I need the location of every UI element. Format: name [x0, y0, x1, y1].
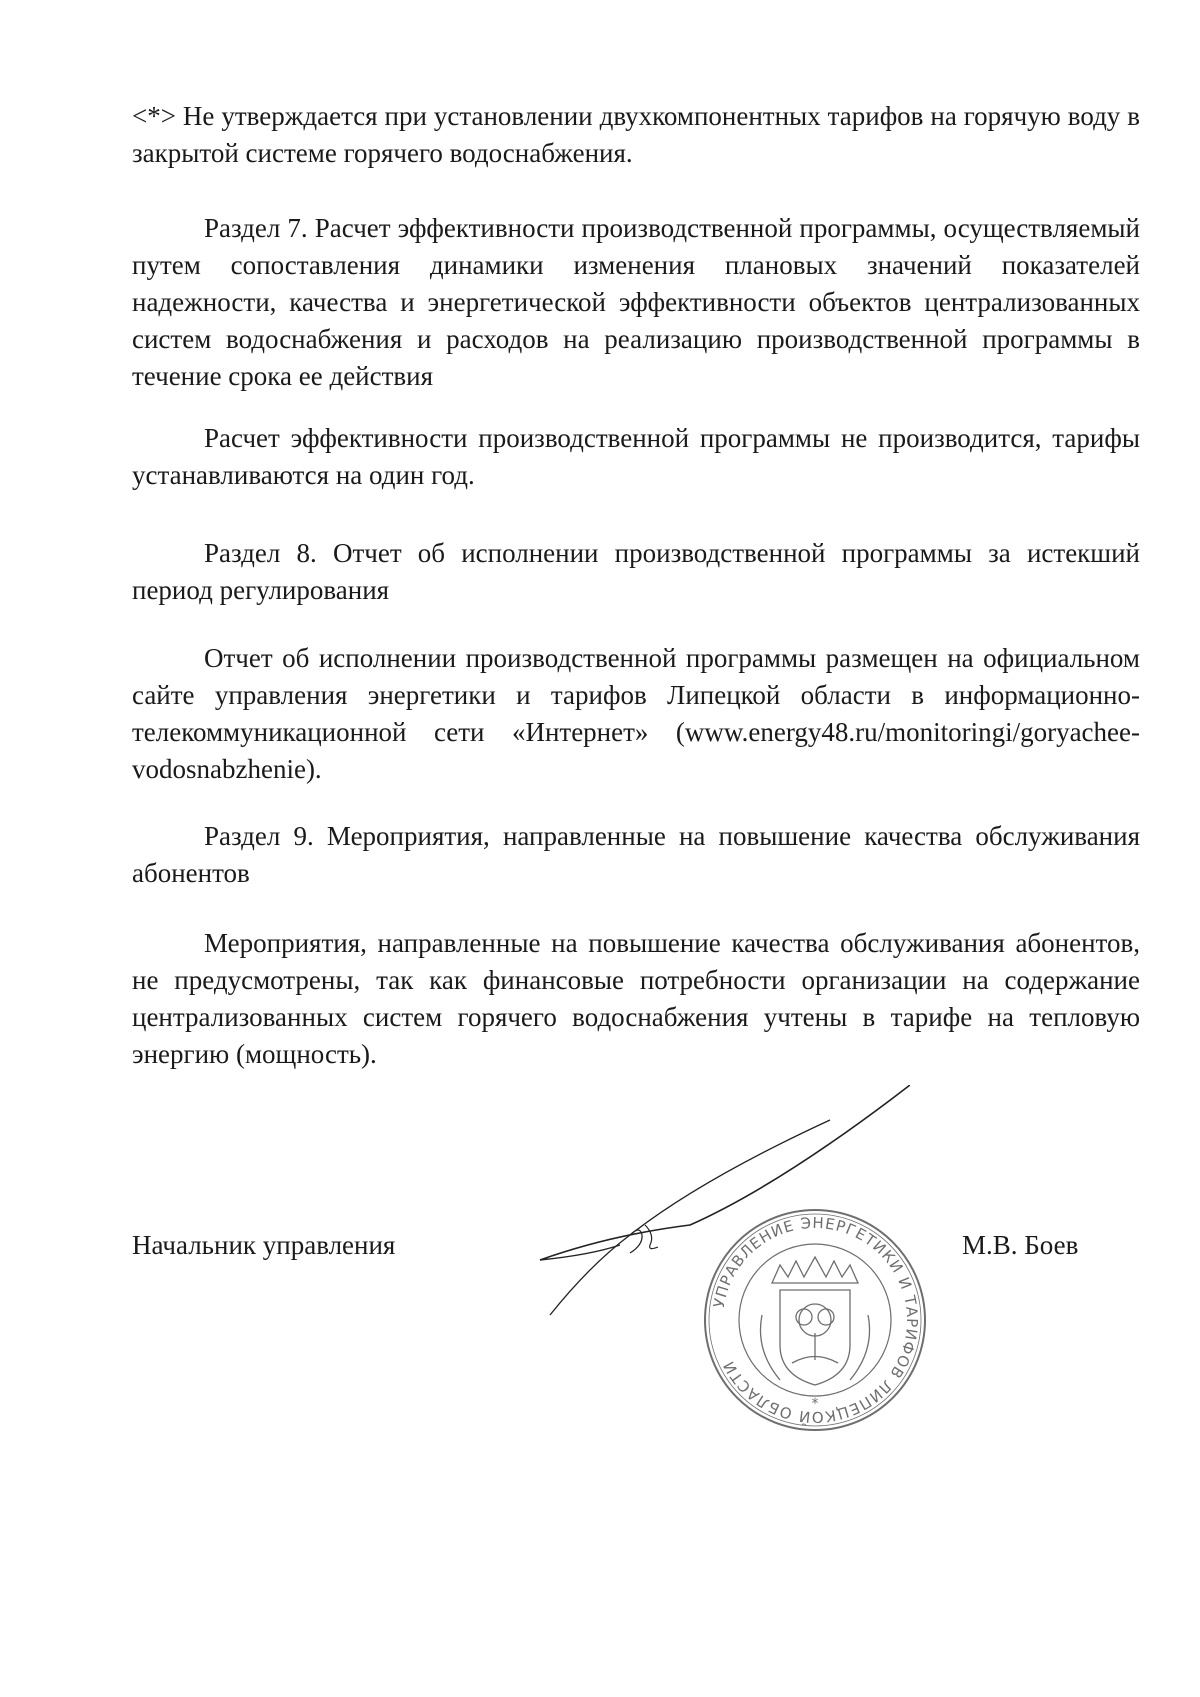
signatory-position: Начальник управления	[132, 1230, 396, 1260]
section-9-body: Мероприятия, направленные на повышение качества обслуживания абонентов, не предусмотрены, так как финансовые потребности организации на содержание централизованных систем горячего водоснабжения учтены в тарифе на тепловую энергию (мощность).	[132, 928, 1140, 1069]
seal-star: *	[811, 1396, 819, 1412]
section-9-heading: Раздел 9. Мероприятия, направленные на повышение качества обслуживания абонентов	[132, 821, 1140, 888]
section-8-heading: Раздел 8. Отчет об исполнении производственной программы за истекший период регулирования	[132, 538, 1140, 605]
official-seal	[700, 1205, 930, 1435]
footnote: <*> Не утверждается при установлении двухкомпонентных тарифов на горячую воду в закрытой системе горячего водоснабжения.	[132, 101, 1140, 168]
section-8-body: Отчет об исполнении производственной программы размещен на официальном сайте управления энергетики и тарифов Липецкой области в информационно-телекоммуникационной сети «Интернет» (www.energy48.ru/monitoringi/goryachee-vodosnabzhenie).	[132, 643, 1140, 784]
coat-of-arms-icon	[760, 1257, 869, 1385]
signatory-name: М.В. Боев	[962, 1230, 1079, 1260]
section-7-heading: Раздел 7. Расчет эффективности производственной программы, осуществляемый путем сопоставления динамики изменения плановых значений показателей надежности, качества и энергетической эффективности объектов централизованных систем водоснабжения и расходов на реализацию производственной программы в течение срока ее действия	[132, 213, 1140, 391]
seal-ring-text: УПРАВЛЕНИЕ ЭНЕРГЕТИКИ И ТАРИФОВ ЛИПЕЦКОЙ ОБЛАСТИ	[709, 1213, 922, 1427]
section-7-body: Расчет эффективности производственной программы не производится, тарифы устанавливаются на один год.	[132, 423, 1140, 490]
